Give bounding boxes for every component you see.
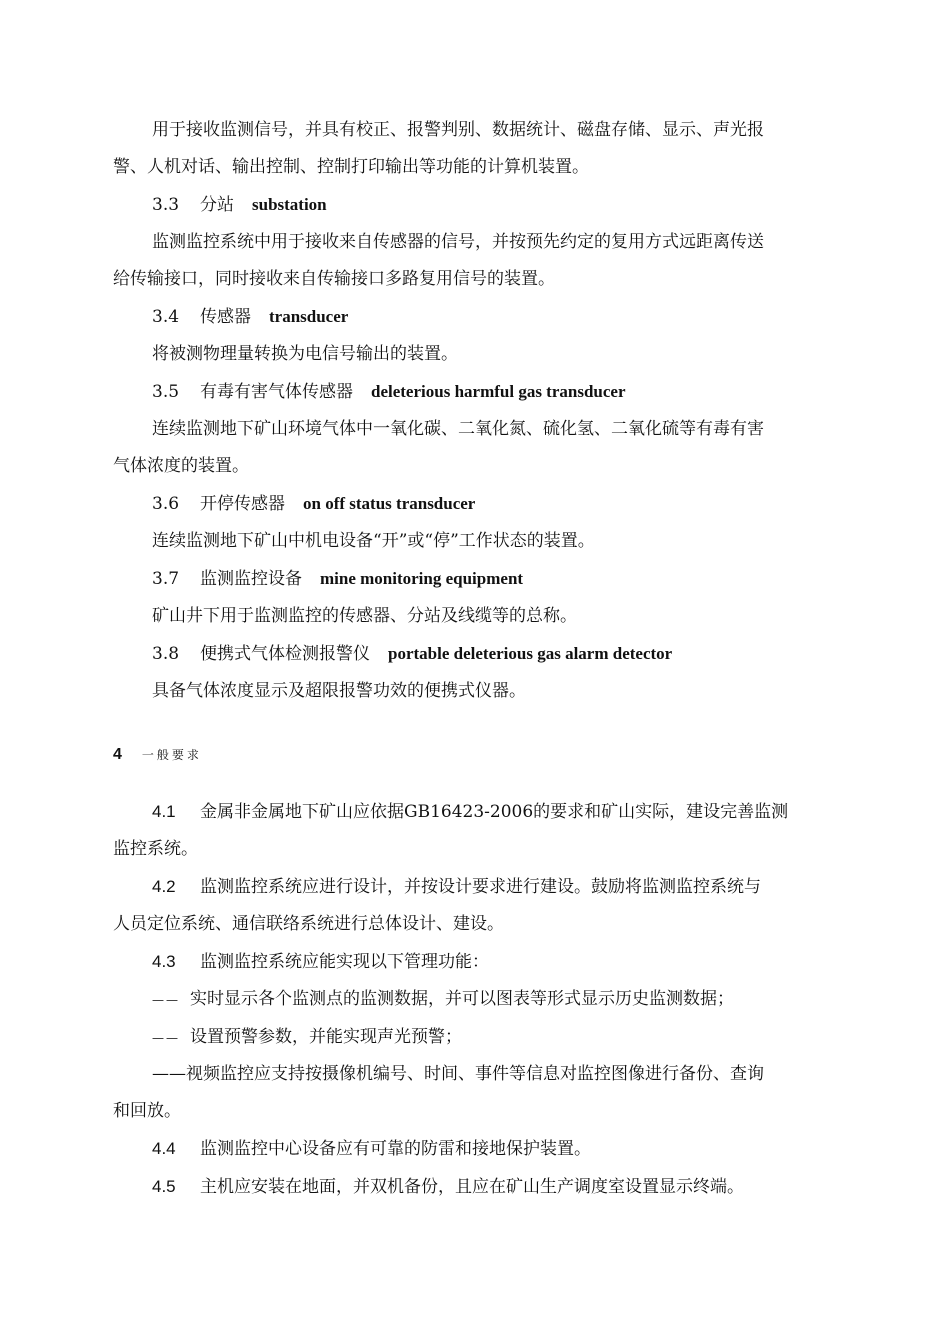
term-def-line: 连续监测地下矿山中机电设备“开”或“停”工作状态的装置。 [152, 531, 595, 551]
term-cn: 有毒有害气体传感器 [200, 382, 353, 402]
clause-number: 4.2 [152, 877, 176, 896]
term-number: 3.3 [152, 195, 180, 215]
section-title: 一般要求 [141, 748, 202, 762]
bullet-text: 实时显示各个监测点的监测数据，并可以图表等形式显示历史监测数据； [190, 989, 734, 1009]
clause-number: 4.1 [152, 802, 176, 821]
term-def-line: 将被测物理量转换为电信号输出的装置。 [152, 344, 458, 364]
bullet-item: ——视频监控应支持按摄像机编号、时间、事件等信息对监控图像进行备份、查询 [152, 1064, 764, 1084]
clause-text: 监测监控中心设备应有可靠的防雷和接地保护装置。 [200, 1139, 591, 1159]
term-number: 3.4 [152, 307, 180, 327]
term-heading-3-6 [152, 493, 475, 515]
term-cn: 开停传感器 [200, 494, 285, 514]
term-def-line: 气体浓度的装置。 [113, 456, 249, 476]
clause-text: 主机应安装在地面，并双机备份，且应在矿山生产调度室设置显示终端。 [200, 1177, 744, 1197]
clause-text: 金属非金属地下矿山应依据GB16423-2006的要求和矿山实际，建设完善监测 [200, 802, 789, 822]
term-heading-3-4 [152, 306, 348, 328]
intro-line-2: 警、人机对话、输出控制、控制打印输出等功能的计算机装置。 [113, 157, 589, 177]
intro-line-1: 用于接收监测信号，并具有校正、报警判别、数据统计、磁盘存储、显示、声光报 [152, 120, 764, 140]
term-def-line: 监测监控系统中用于接收来自传感器的信号，并按预先约定的复用方式远距离传送 [152, 232, 764, 252]
term-cn: 分站 [200, 195, 234, 215]
term-cn: 监测监控设备 [200, 569, 302, 589]
clause-4-5 [152, 1176, 744, 1198]
term-heading-3-8 [152, 643, 672, 665]
clause-number: 4.5 [152, 1177, 176, 1196]
term-heading-3-7 [152, 568, 523, 590]
clause-4-1 [152, 801, 788, 823]
bullet-mark: —— [152, 993, 180, 1007]
bullet-text: 设置预警参数，并能实现声光预警； [190, 1027, 462, 1047]
clause-line: 监控系统。 [113, 839, 198, 859]
bullet-item [152, 1026, 462, 1049]
clause-number: 4.4 [152, 1139, 176, 1158]
term-cn: 传感器 [200, 307, 251, 327]
section-heading-4 [113, 743, 202, 766]
term-heading-3-3 [152, 194, 327, 216]
clause-text: 监测监控系统应进行设计，并按设计要求进行建设。鼓励将监测监控系统与 [200, 877, 761, 897]
term-number: 3.8 [152, 644, 180, 664]
section-number: 4 [113, 746, 122, 763]
term-def-line: 给传输接口，同时接收来自传输接口多路复用信号的装置。 [113, 269, 555, 289]
term-heading-3-5 [152, 381, 626, 403]
clause-number: 4.3 [152, 952, 176, 971]
clause-4-4 [152, 1138, 591, 1160]
clause-4-3 [152, 951, 489, 973]
bullet-continuation: 和回放。 [113, 1101, 181, 1121]
term-en: on off status transducer [303, 494, 476, 513]
term-number: 3.5 [152, 382, 180, 402]
term-en: portable deleterious gas alarm detector [388, 644, 673, 663]
term-en: substation [252, 195, 327, 214]
term-en: deleterious harmful gas transducer [371, 382, 626, 401]
bullet-mark: —— [152, 1031, 180, 1045]
term-number: 3.7 [152, 569, 180, 589]
clause-4-2 [152, 876, 761, 898]
clause-text: 监测监控系统应能实现以下管理功能： [200, 952, 489, 972]
bullet-item [152, 988, 734, 1011]
term-en: transducer [269, 307, 349, 326]
clause-line: 人员定位系统、通信联络系统进行总体设计、建设。 [113, 914, 504, 934]
term-number: 3.6 [152, 494, 180, 514]
term-en: mine monitoring equipment [320, 569, 524, 588]
term-def-line: 具备气体浓度显示及超限报警功效的便携式仪器。 [152, 681, 526, 701]
term-def-line: 连续监测地下矿山环境气体中一氧化碳、二氧化氮、硫化氢、二氧化硫等有毒有害 [152, 419, 764, 439]
term-cn: 便携式气体检测报警仪 [200, 644, 370, 664]
term-def-line: 矿山井下用于监测监控的传感器、分站及线缆等的总称。 [152, 606, 577, 626]
